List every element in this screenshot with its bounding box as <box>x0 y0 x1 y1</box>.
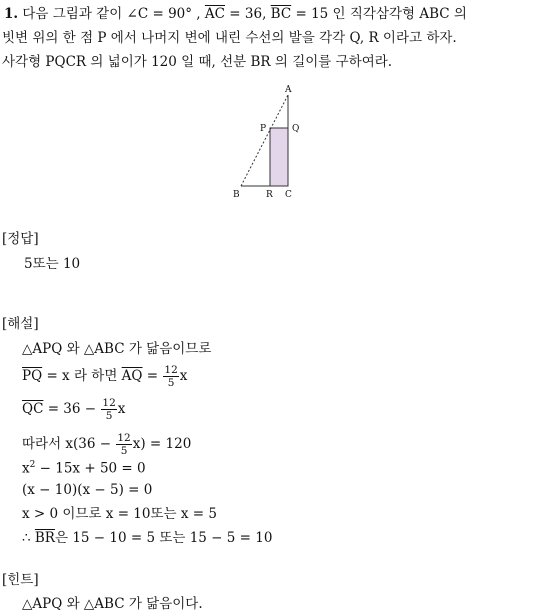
segment-br: $\overline{BR}$ <box>34 530 55 546</box>
segment-ac: $\overline{AC}$ <box>204 6 225 22</box>
segment-aq: $\overline{AQ}$ <box>121 368 143 384</box>
step-2-equals: = <box>146 368 159 384</box>
step-3-text: = 36 − <box>47 401 97 417</box>
segment-pq: $\overline{PQ}$ <box>22 368 43 384</box>
solution-step-2 <box>22 364 187 389</box>
fraction-denominator: 5 <box>120 445 128 457</box>
solution-step-5 <box>22 457 146 477</box>
label-q: Q <box>292 124 300 134</box>
step-5-exponent: 2 <box>29 460 36 470</box>
step-5-var: x <box>22 460 30 477</box>
solution-step-3 <box>22 397 125 422</box>
rectangle-pqcr <box>270 128 288 186</box>
label-p: P <box>260 124 267 134</box>
solution-step-7: x > 0 이므로 x = 10또는 x = 5 <box>22 506 217 522</box>
fraction-12-5 <box>116 432 131 457</box>
step-5-text: − 15x + 50 = 0 <box>39 460 146 477</box>
answer-text: 5또는 10 <box>24 256 81 272</box>
fraction-denominator: 5 <box>105 410 113 422</box>
step-3-var: x <box>117 401 126 417</box>
step-4-end: x) = 120 <box>132 436 192 452</box>
problem-text-1c: = 15 인 직각삼각형 ABC 의 <box>295 6 467 22</box>
fraction-numerator: 12 <box>102 397 116 409</box>
segment-qc: $\overline{QC}$ <box>22 401 44 417</box>
hint-text: △APQ 와 △ABC 가 닮음이다. <box>22 596 203 612</box>
fraction-denominator: 5 <box>167 377 175 389</box>
problem-line-3: 사각형 PQCR 의 넓이가 120 일 때, 선분 BR 의 길이를 구하여라. <box>2 54 393 70</box>
step-8-text: 은 15 − 10 = 5 또는 15 − 5 = 10 <box>54 530 273 546</box>
problem-text-1a: 다음 그림과 같이 ∠C = 90° , <box>22 6 201 22</box>
step-2-var: x <box>179 368 188 384</box>
hint-heading: [힌트] <box>2 572 39 588</box>
step-2-text: = x 라 하면 <box>46 368 118 384</box>
problem-text-1b: = 36, <box>229 6 267 22</box>
label-r: R <box>266 190 273 200</box>
problem-line-2: 빗변 위의 한 점 P 에서 나머지 변에 내린 수선의 발을 각각 Q, R 이라고 하자. <box>2 30 457 46</box>
problem-number: 1. <box>4 6 19 22</box>
segment-bc: $\overline{BC}$ <box>270 6 292 22</box>
solution-step-8 <box>22 530 272 546</box>
therefore-symbol: ∴ <box>22 530 31 546</box>
label-a: A <box>285 85 292 95</box>
label-c: C <box>285 190 292 200</box>
fraction-numerator: 12 <box>117 432 131 444</box>
solution-step-1: △APQ 와 △ABC 가 닮음이므로 <box>22 341 212 357</box>
label-b: B <box>233 190 240 200</box>
solution-step-4 <box>22 432 191 457</box>
fraction-12-5 <box>163 364 178 389</box>
solution-heading: [해설] <box>2 316 39 332</box>
answer-heading: [정답] <box>2 231 39 247</box>
solution-step-6: (x − 10)(x − 5) = 0 <box>22 482 153 498</box>
fraction-numerator: 12 <box>164 364 178 376</box>
step-4-text: 따라서 x(36 − <box>22 436 112 452</box>
fraction-12-5 <box>101 397 116 422</box>
